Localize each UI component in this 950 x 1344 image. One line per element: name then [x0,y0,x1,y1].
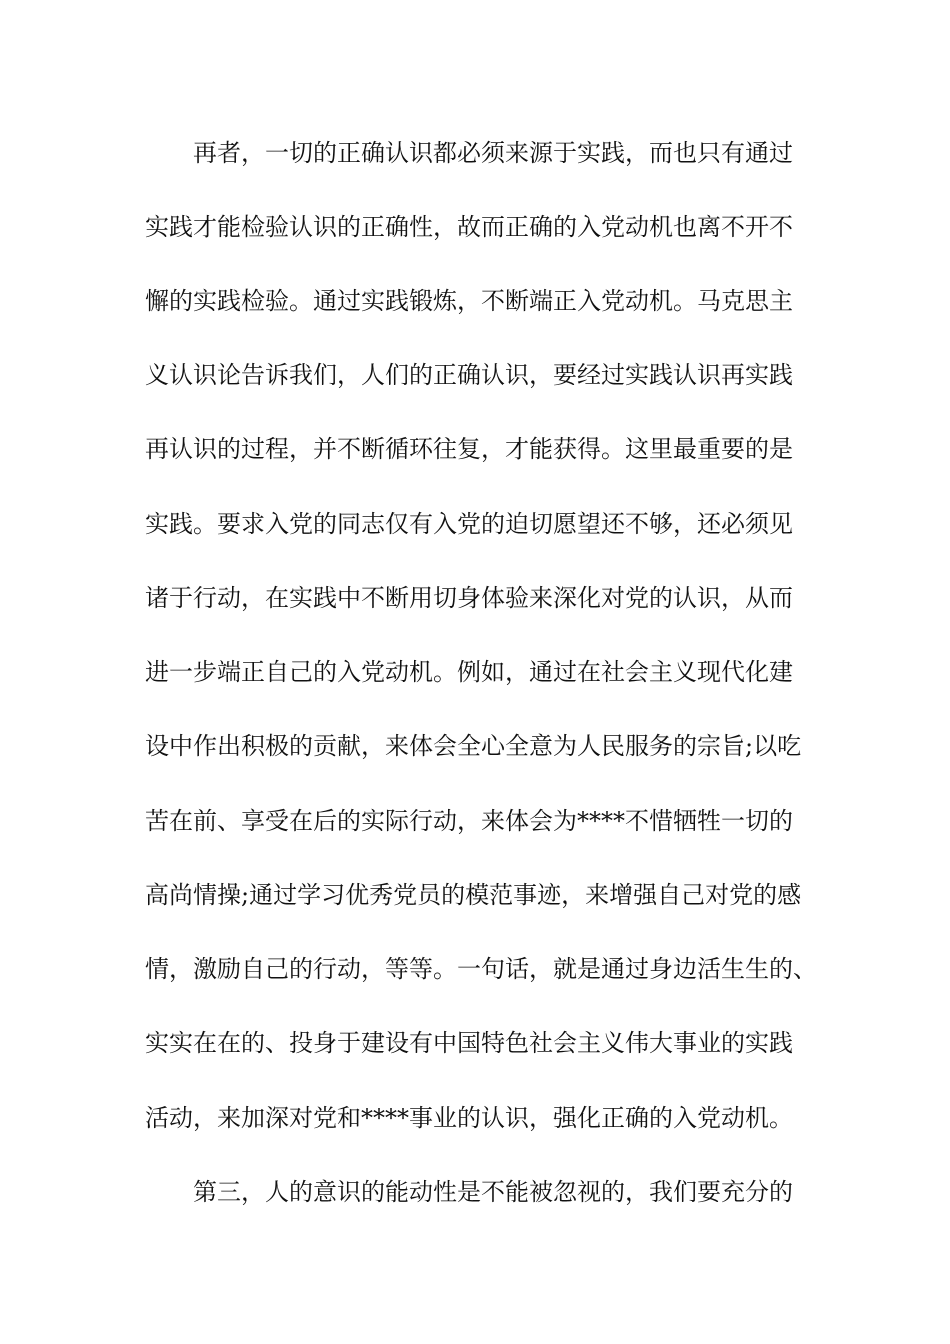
paragraph-line-11: 高尚情操;通过学习优秀党员的模范事迹，来增强自己对党的感 [145,881,802,909]
paragraph-line-5: 再认识的过程，并不断循环往复，才能获得。这里最重要的是 [145,435,793,463]
paragraph-line-2: 实践才能检验认识的正确性，故而正确的入党动机也离不开不 [145,213,793,241]
paragraph-line-10: 苦在前、享受在后的实际行动，来体会为****不惜牺牲一切的 [145,807,793,835]
paragraph-line-3: 懈的实践检验。通过实践锻炼，不断端正入党动机。马克思主 [145,287,793,315]
paragraph-line-15: 第三，人的意识的能动性是不能被忽视的，我们要充分的 [193,1178,793,1206]
paragraph-line-13: 实实在在的、投身于建设有中国特色社会主义伟大事业的实践 [145,1029,793,1057]
paragraph-line-6: 实践。要求入党的同志仅有入党的迫切愿望还不够，还必须见 [145,510,793,538]
paragraph-line-7: 诸于行动，在实践中不断用切身体验来深化对党的认识，从而 [145,584,793,612]
paragraph-line-8: 进一步端正自己的入党动机。例如，通过在社会主义现代化建 [145,658,793,686]
paragraph-line-9: 设中作出积极的贡献，来体会全心全意为人民服务的宗旨;以吃 [145,732,802,760]
paragraph-line-4: 义认识论告诉我们，人们的正确认识，要经过实践认识再实践 [145,361,793,389]
paragraph-line-12: 情，激励自己的行动，等等。一句话，就是通过身边活生生的、 [145,955,817,983]
paragraph-line-1: 再者，一切的正确认识都必须来源于实践，而也只有通过 [193,139,793,167]
paragraph-line-14: 活动，来加深对党和****事业的认识，强化正确的入党动机。 [145,1104,793,1132]
